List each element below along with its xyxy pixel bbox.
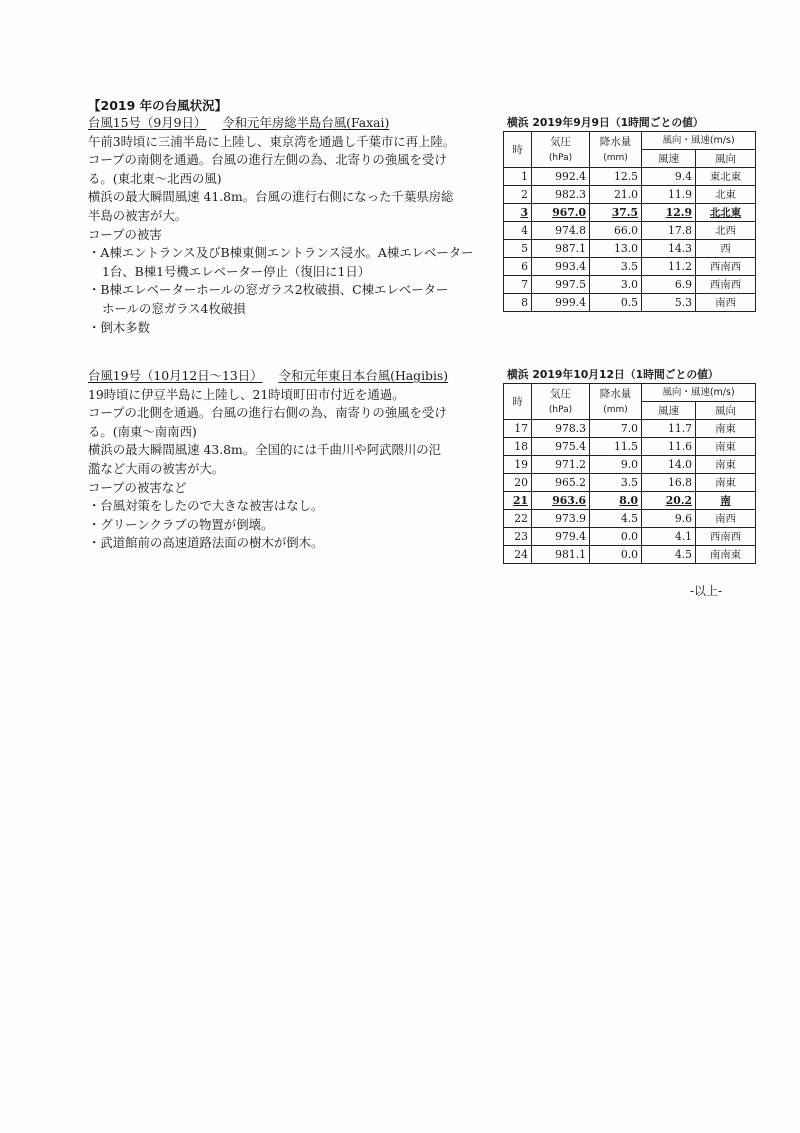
- col-rain-header: [590, 132, 642, 168]
- cell-speed: 20.2: [642, 492, 696, 510]
- cell-direction: 西: [696, 240, 756, 258]
- cell-direction: 西南西: [696, 528, 756, 546]
- typhoon19-table-body: [504, 420, 756, 564]
- cell-speed: 11.6: [642, 438, 696, 456]
- typhoon15-line: 半島の被害が大。: [88, 207, 188, 223]
- cell-rain: 0.0: [590, 528, 642, 546]
- typhoon19-line: コープの北側を通過。台風の進行右側の為、南寄りの強風を受け: [88, 405, 447, 421]
- cell-rain: 13.0: [590, 240, 642, 258]
- col-pressure-header: [532, 384, 590, 420]
- typhoon15-weather-table-block: [503, 114, 755, 312]
- col-wind-group-header: 風向・風速(m/s): [642, 132, 756, 150]
- cell-pressure: 993.4: [532, 258, 590, 276]
- document-title: 【2019 年の台風状況】: [88, 98, 228, 113]
- cell-direction: 北東: [696, 186, 756, 204]
- cell-pressure: 979.4: [532, 528, 590, 546]
- cell-direction: 南西: [696, 294, 756, 312]
- typhoon19-line: る。(南東～南南西): [88, 423, 197, 439]
- cell-rain: 0.5: [590, 294, 642, 312]
- pressure-label: 気圧: [550, 135, 571, 148]
- cell-direction: 南西: [696, 510, 756, 528]
- table-row: [504, 258, 756, 276]
- col-speed-header: 風速: [642, 150, 696, 168]
- cell-rain: 7.0: [590, 420, 642, 438]
- typhoon15-line: ・倒木多数: [88, 319, 150, 335]
- cell-hour: 24: [504, 546, 532, 564]
- cell-direction: 西南西: [696, 258, 756, 276]
- table-row: [504, 474, 756, 492]
- typhoon19-header: [88, 367, 500, 386]
- cell-hour: 6: [504, 258, 532, 276]
- typhoon15-header: [88, 114, 500, 133]
- col-speed-header: 風速: [642, 402, 696, 420]
- col-hour-header: 時: [504, 384, 532, 420]
- cell-pressure: 999.4: [532, 294, 590, 312]
- col-hour-header: 時: [504, 132, 532, 168]
- cell-rain: 0.0: [590, 546, 642, 564]
- rain-unit: (mm): [603, 152, 628, 163]
- cell-rain: 21.0: [590, 186, 642, 204]
- cell-pressure: 987.1: [532, 240, 590, 258]
- cell-rain: 11.5: [590, 438, 642, 456]
- typhoon19-name: 令和元年東日本台風(Hagibis): [278, 368, 449, 383]
- cell-rain: 12.5: [590, 168, 642, 186]
- cell-pressure: 973.9: [532, 510, 590, 528]
- table-row: [504, 240, 756, 258]
- cell-speed: 11.9: [642, 186, 696, 204]
- cell-pressure: 974.8: [532, 222, 590, 240]
- typhoon15-line: 午前3時頃に三浦半島に上陸し、東京湾を通過し千葉市に再上陸。: [88, 133, 456, 149]
- col-direction-header: 風向: [696, 402, 756, 420]
- cell-hour: 19: [504, 456, 532, 474]
- cell-rain: 3.0: [590, 276, 642, 294]
- cell-rain: 37.5: [590, 204, 642, 222]
- cell-speed: 16.8: [642, 474, 696, 492]
- cell-direction: 東北東: [696, 168, 756, 186]
- cell-speed: 14.0: [642, 456, 696, 474]
- cell-direction: 北北東: [696, 204, 756, 222]
- typhoon19-number: 台風19号（10月12日～13日）: [88, 368, 263, 383]
- cell-direction: 南東: [696, 420, 756, 438]
- cell-direction: 西南西: [696, 276, 756, 294]
- typhoon15-line: ・A棟エントランス及びB棟東側エントランス浸水。A棟エレベーター: [88, 245, 474, 261]
- table-row: [504, 204, 756, 222]
- cell-hour: 17: [504, 420, 532, 438]
- typhoon15-section: [88, 114, 500, 337]
- typhoon19-weather-table: [503, 383, 756, 564]
- cell-speed: 4.1: [642, 528, 696, 546]
- cell-pressure: 997.5: [532, 276, 590, 294]
- typhoon15-line: 1台、B棟1号機エレベーター停止（復旧に1日）: [102, 263, 371, 279]
- cell-rain: 3.5: [590, 258, 642, 276]
- typhoon15-line: 横浜の最大瞬間風速 41.8m。台風の進行右側になった千葉県房総: [88, 189, 454, 205]
- cell-direction: 南東: [696, 456, 756, 474]
- cell-pressure: 992.4: [532, 168, 590, 186]
- cell-pressure: 982.3: [532, 186, 590, 204]
- typhoon19-line: 濫など大雨の被害が大。: [88, 460, 225, 476]
- table-row: [504, 456, 756, 474]
- cell-pressure: 963.6: [532, 492, 590, 510]
- typhoon15-line: ・B棟エレベーターホールの窓ガラス2枚破損、C棟エレベーター: [88, 282, 449, 298]
- cell-direction: 南南東: [696, 546, 756, 564]
- rain-label: 降水量: [599, 387, 632, 400]
- cell-rain: 66.0: [590, 222, 642, 240]
- cell-pressure: 975.4: [532, 438, 590, 456]
- cell-speed: 12.9: [642, 204, 696, 222]
- typhoon19-line: 19時頃に伊豆半島に上陸し、21時頃町田市付近を通過。: [88, 386, 405, 402]
- cell-speed: 4.5: [642, 546, 696, 564]
- cell-rain: 4.5: [590, 510, 642, 528]
- typhoon15-line: る。(東北東～北西の風): [88, 170, 222, 186]
- table-row: [504, 222, 756, 240]
- typhoon19-line: ・武道館前の高速道路法面の樹木が倒木。: [88, 535, 324, 551]
- cell-pressure: 967.0: [532, 204, 590, 222]
- cell-hour: 4: [504, 222, 532, 240]
- rain-unit: (mm): [603, 404, 628, 415]
- col-direction-header: 風向: [696, 150, 756, 168]
- typhoon15-line: コープの南側を通過。台風の進行左側の為、北寄りの強風を受け: [88, 152, 447, 168]
- cell-hour: 23: [504, 528, 532, 546]
- cell-hour: 22: [504, 510, 532, 528]
- pressure-label: 気圧: [550, 387, 571, 400]
- cell-hour: 20: [504, 474, 532, 492]
- cell-hour: 1: [504, 168, 532, 186]
- cell-pressure: 981.1: [532, 546, 590, 564]
- table-row: [504, 294, 756, 312]
- col-pressure-header: [532, 132, 590, 168]
- cell-hour: 18: [504, 438, 532, 456]
- typhoon19-line: 横浜の最大瞬間風速 43.8m。全国的には千曲川や阿武隈川の氾: [88, 442, 442, 458]
- typhoon15-weather-table: [503, 131, 756, 312]
- table-row: [504, 186, 756, 204]
- pressure-unit: (hPa): [548, 152, 573, 163]
- typhoon15-table-body: [504, 168, 756, 312]
- cell-hour: 2: [504, 186, 532, 204]
- cell-pressure: 971.2: [532, 456, 590, 474]
- cell-speed: 17.8: [642, 222, 696, 240]
- cell-rain: 3.5: [590, 474, 642, 492]
- cell-speed: 11.7: [642, 420, 696, 438]
- col-rain-header: [590, 384, 642, 420]
- table-row: [504, 168, 756, 186]
- table-row: [504, 438, 756, 456]
- typhoon15-line: ホールの窓ガラス4枚破損: [102, 300, 246, 316]
- cell-direction: 南東: [696, 438, 756, 456]
- typhoon15-number: 台風15号（9月9日）: [88, 115, 207, 130]
- table-row: [504, 510, 756, 528]
- table-row: [504, 276, 756, 294]
- table-row: [504, 492, 756, 510]
- cell-rain: 9.0: [590, 456, 642, 474]
- typhoon19-line: コープの被害など: [88, 479, 187, 495]
- typhoon15-line: コープの被害: [88, 226, 162, 242]
- table-row: [504, 546, 756, 564]
- cell-pressure: 965.2: [532, 474, 590, 492]
- cell-hour: 21: [504, 492, 532, 510]
- cell-speed: 5.3: [642, 294, 696, 312]
- table-row: [504, 528, 756, 546]
- typhoon19-line: ・グリーンクラブの物置が倒壊。: [88, 516, 274, 532]
- cell-hour: 5: [504, 240, 532, 258]
- cell-direction: 北西: [696, 222, 756, 240]
- typhoon19-line: ・台風対策をしたので大きな被害はなし。: [88, 498, 324, 514]
- closing-mark: -以上-: [690, 584, 723, 598]
- cell-direction: 南: [696, 492, 756, 510]
- pressure-unit: (hPa): [548, 404, 573, 415]
- cell-speed: 9.6: [642, 510, 696, 528]
- cell-hour: 8: [504, 294, 532, 312]
- cell-speed: 9.4: [642, 168, 696, 186]
- cell-hour: 7: [504, 276, 532, 294]
- cell-direction: 南東: [696, 474, 756, 492]
- typhoon19-table-title: 横浜 2019年10月12日（1時間ごとの値）: [507, 368, 719, 381]
- typhoon19-weather-table-block: [503, 366, 755, 564]
- cell-pressure: 978.3: [532, 420, 590, 438]
- typhoon19-section: [88, 367, 500, 553]
- cell-speed: 11.2: [642, 258, 696, 276]
- cell-speed: 6.9: [642, 276, 696, 294]
- cell-speed: 14.3: [642, 240, 696, 258]
- typhoon15-table-title: 横浜 2019年9月9日（1時間ごとの値）: [507, 116, 704, 129]
- cell-hour: 3: [504, 204, 532, 222]
- cell-rain: 8.0: [590, 492, 642, 510]
- table-row: [504, 420, 756, 438]
- typhoon15-name: 令和元年房総半島台風(Faxai): [222, 115, 390, 130]
- rain-label: 降水量: [599, 135, 632, 148]
- col-wind-group-header: 風向・風速(m/s): [642, 384, 756, 402]
